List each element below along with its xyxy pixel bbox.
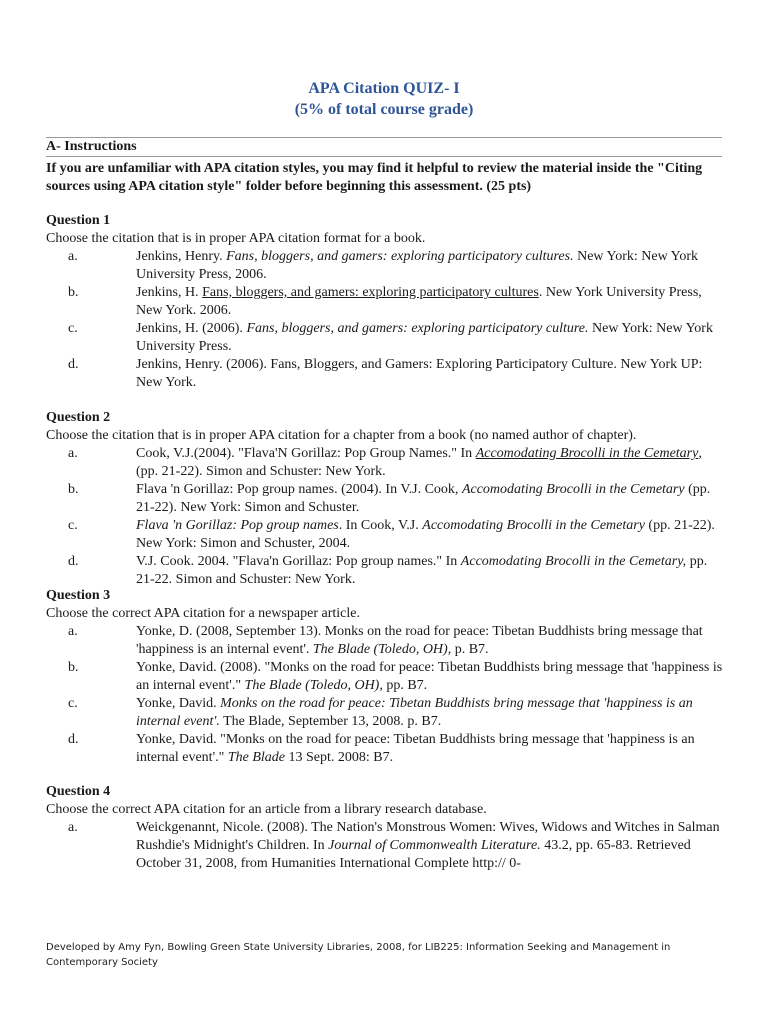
- question-prompt: Choose the citation that is in proper APA citation for a chapter from a book (no named author of chapter).: [46, 428, 637, 443]
- option-letter: c.: [68, 518, 78, 533]
- citation-title-span: Accomodating Brocolli in the Cemetary: [461, 482, 685, 497]
- question-title: Question 2: [46, 410, 111, 425]
- question-title: Question 4: [46, 784, 111, 799]
- section-heading: A- Instructions: [46, 139, 137, 154]
- question-prompt: Choose the citation that is in proper APA citation format for a book.: [46, 231, 426, 246]
- answer-option[interactable]: [46, 731, 726, 767]
- option-citation: Yonke, David. (2008). "Monks on the road for peace: Tibetan Buddhists bring message that 'happiness is an internal event'." The Blade (Toledo, OH), pp. B7.: [136, 660, 723, 693]
- option-citation: Yonke, David. Monks on the road for peace: Tibetan Buddhists bring message that 'happiness is an internal event'. The Blade, September 13, 2008. p. B7.: [136, 696, 693, 729]
- citation-title-span: Fans, bloggers, and gamers: exploring participatory culture.: [246, 321, 589, 336]
- page-title: APA Citation QUIZ- I: [308, 80, 460, 97]
- option-citation: Flava 'n Gorillaz: Pop group names. (2004). In V.J. Cook, Accomodating Brocolli in the Cemetary (pp. 21-22). New York: Simon and Schuster.: [136, 482, 711, 515]
- option-citation: Yonke, David. "Monks on the road for peace: Tibetan Buddhists bring message that 'happiness is an internal event'." The Blade 13 Sept. 2008: B7.: [136, 732, 695, 765]
- citation-title-span: The Blade (Toledo, OH),: [312, 642, 452, 657]
- option-citation: V.J. Cook. 2004. "Flava'n Gorillaz: Pop group names." In Accomodating Brocolli in the Cemetary, pp. 21-22. Simon and Schuster: New York.: [136, 554, 708, 587]
- option-letter: b.: [68, 660, 79, 675]
- question-block: [46, 409, 726, 589]
- answer-option[interactable]: [46, 445, 726, 481]
- option-citation: Flava 'n Gorillaz: Pop group names. In Cook, V.J. Accomodating Brocolli in the Cemetary (pp. 21-22). New York: Simon and Schuster, 2004.: [136, 518, 715, 551]
- answer-option[interactable]: [46, 659, 726, 695]
- option-letter: c.: [68, 696, 78, 711]
- citation-title-span: The Blade (Toledo, OH),: [244, 678, 383, 693]
- divider-top: [46, 137, 722, 138]
- option-citation: Yonke, D. (2008, September 13). Monks on the road for peace: Tibetan Buddhists bring message that 'happiness is an internal event'. The Blade (Toledo, OH), p. B7.: [136, 624, 703, 657]
- citation-title-span: Journal of Commonwealth Literature.: [328, 838, 541, 853]
- option-citation: Cook, V.J.(2004). "Flava'N Gorillaz: Pop Group Names." In Accomodating Brocolli in the Cemetary, (pp. 21-22). Simon and Schuster: New York.: [136, 446, 702, 479]
- answer-option[interactable]: [46, 819, 726, 873]
- citation-title-span: Accomodating Brocolli in the Cemetary: [475, 446, 699, 461]
- question-block: [46, 587, 726, 767]
- answer-option[interactable]: [46, 248, 726, 284]
- citation-title-span: Accomodating Brocolli in the Cemetary: [422, 518, 645, 533]
- option-citation: Weickgenannt, Nicole. (2008). The Nation's Monstrous Women: Wives, Widows and Witches in Salman Rushdie's Midnight's Children. In Journal of Commonwealth Literature. 43.2, pp. 65-83. Retrieved October 31, 2008, from Humanities International Complete http:// 0-: [136, 820, 720, 871]
- answer-option[interactable]: [46, 320, 726, 356]
- option-letter: a.: [68, 820, 78, 835]
- answer-option[interactable]: [46, 356, 726, 392]
- option-citation: Jenkins, Henry. Fans, bloggers, and gamers: exploring participatory cultures. New York: New York University Press, 2006.: [136, 249, 699, 282]
- divider-bottom: [46, 156, 722, 157]
- option-letter: c.: [68, 321, 78, 336]
- option-letter: a.: [68, 446, 78, 461]
- question-prompt: Choose the correct APA citation for an article from a library research database.: [46, 802, 487, 817]
- answer-option[interactable]: [46, 623, 726, 659]
- option-citation: Jenkins, H. (2006). Fans, bloggers, and gamers: exploring participatory culture. New York: New York University Press.: [136, 321, 713, 354]
- question-prompt: Choose the correct APA citation for a newspaper article.: [46, 606, 360, 621]
- citation-title-span: Monks on the road for peace: Tibetan Buddhists bring message that 'happiness is an internal event'.: [136, 696, 693, 729]
- question-block: [46, 783, 726, 873]
- option-letter: b.: [68, 482, 79, 497]
- citation-title-span: Fans, bloggers, and gamers: exploring participatory cultures.: [226, 249, 574, 264]
- answer-option[interactable]: [46, 481, 726, 517]
- option-letter: d.: [68, 554, 79, 569]
- question-block: [46, 212, 726, 392]
- answer-option[interactable]: [46, 695, 726, 731]
- citation-title-span: Accomodating Brocolli in the Cemetary,: [460, 554, 687, 569]
- citation-title-span: Fans, bloggers, and gamers: exploring participatory cultures: [202, 285, 539, 300]
- page-subtitle: (5% of total course grade): [294, 101, 474, 118]
- option-letter: b.: [68, 285, 79, 300]
- option-letter: d.: [68, 732, 79, 747]
- answer-option[interactable]: [46, 517, 726, 553]
- answer-option[interactable]: [46, 284, 726, 320]
- instructions-text: If you are unfamiliar with APA citation styles, you may find it helpful to review the material inside the "Citing sources using APA citation style" folder before beginning this assessment. (25 pts): [46, 161, 703, 194]
- citation-title-span: The Blade: [227, 750, 285, 765]
- footer-credit: Developed by Amy Fyn, Bowling Green State University Libraries, 2008, for LIB225: Information Seeking and Management in Contemporary Society: [46, 942, 671, 968]
- option-letter: d.: [68, 357, 79, 372]
- option-citation: Jenkins, H. Fans, bloggers, and gamers: exploring participatory cultures. New York University Press, New York. 2006.: [136, 285, 702, 318]
- citation-title-span: Flava 'n Gorillaz: Pop group names: [136, 518, 339, 533]
- option-citation: Jenkins, Henry. (2006). Fans, Bloggers, and Gamers: Exploring Participatory Culture. New York UP: New York.: [136, 357, 703, 390]
- option-letter: a.: [68, 624, 78, 639]
- question-title: Question 1: [46, 213, 111, 228]
- option-letter: a.: [68, 249, 78, 264]
- question-title: Question 3: [46, 588, 111, 603]
- answer-option[interactable]: [46, 553, 726, 589]
